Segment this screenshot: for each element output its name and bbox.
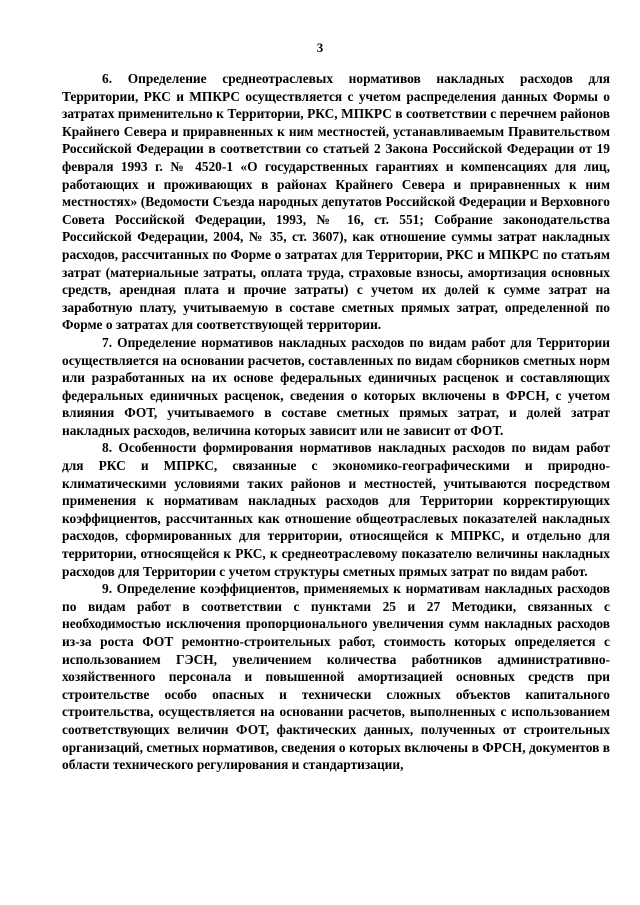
paragraph-6: 6. Определение среднеотраслевых нормативов накладных расходов для Территории, РКС и МПКРС осуществляется с учетом распределения данных Формы о затратах применительно к Территории, РКС, МПКРС в соответствии с перечнем районов Крайнего Севера и приравненных к ним местностей, устанавливаемым Правительством Российской Федерации в соответствии со статьей 2 Закона Российской Федерации от 19 февраля 1993 г. № 4520-1 «О государственных гарантиях и компенсациях для лиц, работающих и проживающих в районах Крайнего Севера и приравненных к ним местностях» (Ведомости Съезда народных депутатов Российской Федерации и Верховного Совета Российской Федерации, 1993, № 16, ст. 551; Собрание законодательства Российской Федерации, 2004, № 35, ст. 3607), как отношение суммы затрат накладных расходов, рассчитанных по Форме о затратах для Территории, РКС и МПКРС по статьям затрат (материальные затраты, оплата труда, страховые взносы, амортизация основных средств, арендная плата и прочие затраты) с учетом их долей к сумме затрат на заработную плату, учитываемую в составе сметных прямых затрат, определенной по Форме о затратах для соответствующей территории. <box>62 71 610 333</box>
page-number: 3 <box>316 40 324 55</box>
paragraph-7: 7. Определение нормативов накладных расходов по видам работ для Территории осуществляется на основании расчетов, составленных по видам сборников сметных норм или разработанных на их основе федеральных единичных расценок и составляющих федеральных единичных расценок, сведения о которых включены в ФРСН, с учетом влияния ФОТ, учитываемого в составе сметных прямых затрат, и долей затрат накладных расходов, величина которых зависит или не зависит от ФОТ. <box>62 334 610 438</box>
paragraph-8: 8. Особенности формирования нормативов накладных расходов по видам работ для РКС и МПРКС, связанные с экономико-географическими и природно-климатическими условиями таких районов и местностей, учитываются посредством применения к нормативам накладных расходов для Территории корректирующих коэффициентов, рассчитанных как отношение общеотраслевых показателей накладных расходов, сформированных для территории, относящейся к МПРКС, и отдельно для территории, относящейся к РКС, к среднеотраслевому показателю величины накладных расходов для Территории с учетом структуры сметных прямых затрат по видам работ. <box>62 440 610 579</box>
document-body <box>62 70 610 774</box>
paragraph-9: 9. Определение коэффициентов, применяемых к нормативам накладных расходов по видам работ в соответствии с пунктами 25 и 27 Методики, связанных с необходимостью исключения пропорционального увеличения сумм накладных расходов из-за роста ФОТ ремонтно-строительных работ, стоимость которых определяется с использованием ГЭСН, увеличением количества работников административно-хозяйственного персонала и повышенной амортизацией основных средств при строительстве особо опасных и технически сложных объектов капитального строительства, осуществляется на основании расчетов, выполненных с использованием соответствующих величин ФОТ, фактических данных, полученных от строительных организаций, сметных нормативов, сведения о которых включены в ФРСН, документов в области технического регулирования и стандартизации, <box>62 581 610 773</box>
